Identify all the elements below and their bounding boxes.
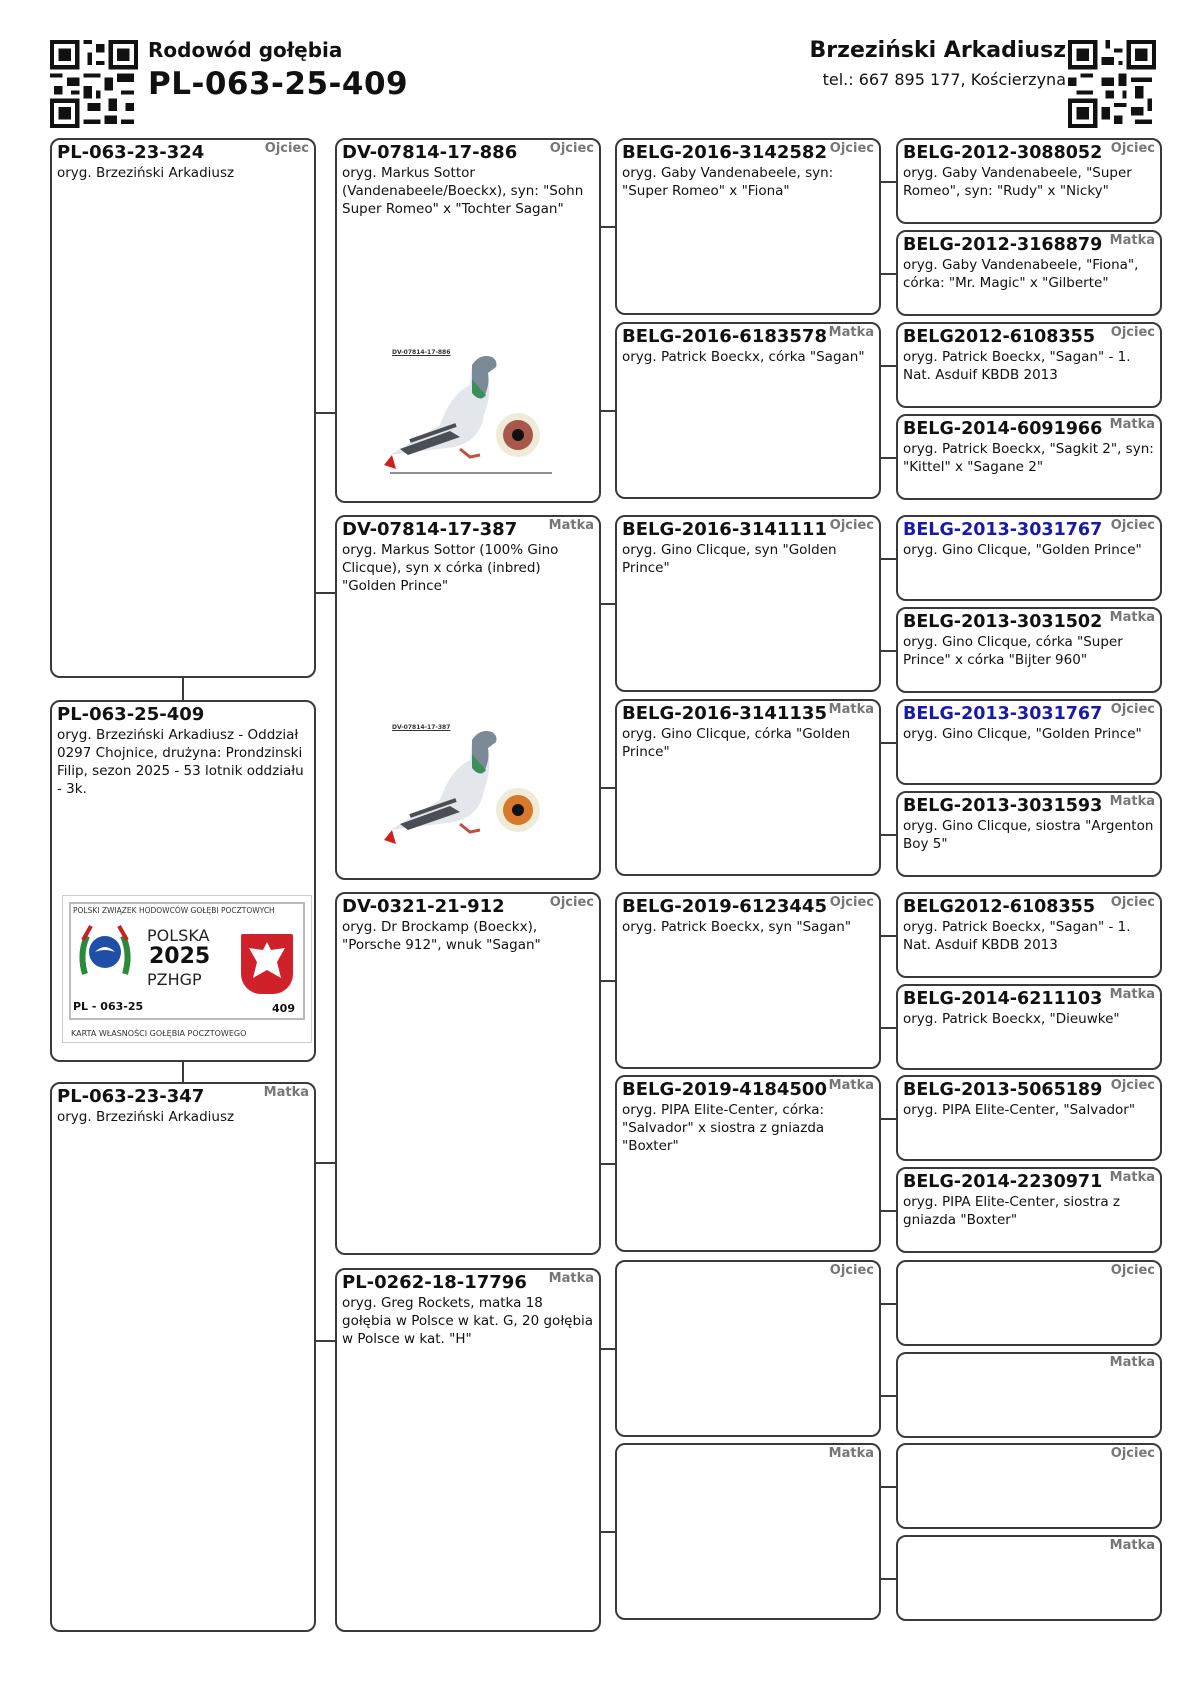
bird-description: oryg. Greg Rockets, matka 18 gołębia w Polsce w kat. G, 20 gołębia w Polsce w kat. "H" bbox=[342, 1295, 594, 1347]
role-label: Ojciec bbox=[829, 518, 874, 533]
pedigree-box-gen4[interactable] bbox=[896, 1260, 1162, 1346]
role-label: Matka bbox=[1109, 1170, 1155, 1185]
ring-number: BELG-2013-3031502 bbox=[903, 612, 1103, 632]
bird-description: oryg. Patrick Boeckx, "Dieuwke" bbox=[903, 1011, 1120, 1027]
pedigree-box-gen3[interactable] bbox=[615, 1075, 881, 1252]
pedigree-box-gen3[interactable] bbox=[615, 1443, 881, 1620]
bird-description: oryg. Patrick Boeckx, córka "Sagan" bbox=[622, 349, 865, 365]
owner-contact: tel.: 667 895 177, Kościerzyna bbox=[822, 70, 1066, 89]
role-label: Matka bbox=[1109, 794, 1155, 809]
connector-line bbox=[881, 650, 896, 652]
pedigree-box-gen2[interactable] bbox=[335, 1268, 601, 1632]
role-label: Ojciec bbox=[549, 895, 594, 910]
connector-line bbox=[601, 787, 615, 789]
ring-number: BELG-2013-3031593 bbox=[903, 796, 1103, 816]
connector-line bbox=[881, 365, 896, 367]
connector-line bbox=[881, 1303, 896, 1305]
bird-description: oryg. Gino Clicque, "Golden Prince" bbox=[903, 542, 1142, 558]
role-label: Ojciec bbox=[1110, 1078, 1155, 1093]
photo-caption: DV-07814-17-886 bbox=[392, 349, 451, 356]
pedigree-box-gen4[interactable] bbox=[896, 1352, 1162, 1438]
pigeon-photo bbox=[380, 345, 560, 485]
connector-line bbox=[601, 980, 615, 982]
connector-line bbox=[881, 1486, 896, 1488]
pedigree-box-gen4[interactable] bbox=[896, 1075, 1162, 1161]
ring-number: PL-063-25-409 bbox=[57, 704, 205, 725]
bird-description: oryg. Gaby Vandenabeele, "Fiona", córka: "Mr. Magic" x "Gilberte" bbox=[903, 257, 1139, 291]
pedigree-box-gen3[interactable] bbox=[615, 699, 881, 876]
ring-number: BELG-2013-5065189 bbox=[903, 1080, 1103, 1100]
role-label: Ojciec bbox=[1110, 141, 1155, 156]
connector-line bbox=[881, 834, 896, 836]
role-label: Ojciec bbox=[1110, 895, 1155, 910]
pedigree-box-gen4[interactable] bbox=[896, 791, 1162, 877]
card-country: POLSKA bbox=[147, 926, 210, 945]
bird-description: oryg. Markus Sottor (100% Gino Clicque), syn x córka (inbred) "Golden Prince" bbox=[342, 542, 559, 594]
pigeon-photo bbox=[380, 720, 560, 860]
pedigree-box-gen3[interactable] bbox=[615, 515, 881, 692]
ring-number: BELG-2016-6183578 bbox=[622, 326, 827, 347]
bird-description: oryg. Gaby Vandenabeele, "Super Romeo", syn: "Rudy" x "Nicky" bbox=[903, 165, 1132, 199]
role-label: Matka bbox=[1109, 233, 1155, 248]
role-label: Ojciec bbox=[1110, 1446, 1155, 1461]
ring-number: PL-0262-18-17796 bbox=[342, 1272, 527, 1293]
bird-description: oryg. Dr Brockamp (Boeckx), "Porsche 912", wnuk "Sagan" bbox=[342, 919, 541, 953]
card-year: 2025 bbox=[149, 944, 211, 969]
bird-description: oryg. PIPA Elite-Center, siostra z gniazda "Boxter" bbox=[903, 1194, 1120, 1228]
bird-description: oryg. Brzeziński Arkadiusz - Oddział 0297 Chojnice, drużyna: Prondzinski Filip, sezon 2025 - 53 lotnik oddziału - 3k. bbox=[57, 727, 304, 797]
connector-line bbox=[316, 592, 335, 594]
pedigree-box-gen4[interactable] bbox=[896, 414, 1162, 500]
connector-line bbox=[881, 457, 896, 459]
role-label: Matka bbox=[1109, 417, 1155, 432]
pzhgp-logo-icon bbox=[77, 922, 133, 982]
role-label: Matka bbox=[1109, 987, 1155, 1002]
pedigree-box-gen3[interactable] bbox=[615, 1260, 881, 1437]
role-label: Ojciec bbox=[829, 895, 874, 910]
role-label: Matka bbox=[548, 518, 594, 533]
role-label: Ojciec bbox=[829, 141, 874, 156]
ring-number: PL-063-23-347 bbox=[57, 1086, 205, 1107]
bird-description: oryg. Gino Clicque, siostra "Argenton Boy 5" bbox=[903, 818, 1154, 852]
bird-description: oryg. Gaby Vandenabeele, syn: "Super Romeo" x "Fiona" bbox=[622, 165, 834, 199]
bird-description: oryg. Gino Clicque, córka "Super Prince" x córka "Bijter 960" bbox=[903, 634, 1123, 668]
role-label: Matka bbox=[828, 1078, 874, 1093]
role-label: Ojciec bbox=[1110, 702, 1155, 717]
pedigree-box-gen3[interactable] bbox=[615, 892, 881, 1069]
pedigree-box-gen4[interactable] bbox=[896, 515, 1162, 601]
ring-number: DV-07814-17-886 bbox=[342, 142, 518, 163]
card-abbr: PZHGP bbox=[147, 970, 202, 989]
connector-line bbox=[601, 1163, 615, 1165]
bird-description: oryg. Brzeziński Arkadiusz bbox=[57, 165, 235, 181]
pedigree-box-gen4[interactable] bbox=[896, 892, 1162, 978]
role-label: Ojciec bbox=[1110, 1263, 1155, 1278]
pedigree-box-gen2[interactable] bbox=[335, 892, 601, 1255]
connector-line bbox=[316, 1340, 335, 1342]
role-label: Ojciec bbox=[829, 1263, 874, 1278]
card-footer: KARTA WŁASNOŚCI GOŁĘBIA POCZTOWEGO bbox=[71, 1029, 247, 1038]
connector-line bbox=[881, 558, 896, 560]
role-label: Ojciec bbox=[1110, 518, 1155, 533]
connector-line bbox=[601, 410, 615, 412]
ring-number: BELG2012-6108355 bbox=[903, 897, 1096, 917]
pedigree-box-gen4[interactable] bbox=[896, 699, 1162, 785]
connector-line bbox=[881, 181, 896, 183]
ring-number: DV-0321-21-912 bbox=[342, 896, 505, 917]
role-label: Matka bbox=[263, 1085, 309, 1100]
photo-caption: DV-07814-17-387 bbox=[392, 724, 451, 731]
pedigree-box-gen3[interactable] bbox=[615, 138, 881, 315]
bird-description: oryg. Patrick Boeckx, "Sagan" - 1. Nat. Asduif KBDB 2013 bbox=[903, 919, 1131, 953]
ring-number: BELG-2014-2230971 bbox=[903, 1172, 1103, 1192]
pedigree-box-dam[interactable] bbox=[50, 1082, 316, 1632]
connector-line bbox=[881, 273, 896, 275]
ring-number: BELG-2013-3031767 bbox=[903, 704, 1103, 724]
role-label: Matka bbox=[828, 702, 874, 717]
pedigree-box-gen3[interactable] bbox=[615, 322, 881, 499]
role-label: Matka bbox=[828, 325, 874, 340]
ownership-card-image bbox=[62, 895, 312, 1043]
role-label: Matka bbox=[548, 1271, 594, 1286]
connector-line bbox=[881, 1395, 896, 1397]
role-label: Matka bbox=[1109, 1355, 1155, 1370]
role-label: Matka bbox=[828, 1446, 874, 1461]
connector-line bbox=[601, 1348, 615, 1350]
connector-line bbox=[881, 1210, 896, 1212]
role-label: Ojciec bbox=[1110, 325, 1155, 340]
pedigree-box-gen4[interactable] bbox=[896, 230, 1162, 316]
pedigree-box-gen4[interactable] bbox=[896, 138, 1162, 224]
bird-description: oryg. Gino Clicque, córka "Golden Prince" bbox=[622, 726, 851, 760]
pedigree-box-gen4[interactable] bbox=[896, 1443, 1162, 1529]
polish-eagle-icon bbox=[241, 934, 293, 994]
owner-name: Brzeziński Arkadiusz bbox=[809, 38, 1066, 63]
ring-number: BELG-2014-6091966 bbox=[903, 419, 1103, 439]
bird-description: oryg. Gino Clicque, syn "Golden Prince" bbox=[622, 542, 837, 576]
ring-number: BELG2012-6108355 bbox=[903, 327, 1096, 347]
pedigree-box-gen4[interactable] bbox=[896, 1535, 1162, 1621]
pedigree-box-sire[interactable] bbox=[50, 138, 316, 678]
ring-number: BELG-2012-3168879 bbox=[903, 235, 1103, 255]
connector-line bbox=[881, 742, 896, 744]
pedigree-box-gen4[interactable] bbox=[896, 322, 1162, 408]
ring-number: BELG-2014-6211103 bbox=[903, 989, 1103, 1009]
connector-line bbox=[182, 1062, 184, 1082]
card-ring-prefix: PL - 063-25 bbox=[73, 1000, 144, 1013]
bird-description: oryg. Brzeziński Arkadiusz bbox=[57, 1109, 235, 1125]
ring-number: BELG-2013-3031767 bbox=[903, 520, 1103, 540]
ring-number: BELG-2012-3088052 bbox=[903, 143, 1103, 163]
ring-number: PL-063-23-324 bbox=[57, 142, 205, 163]
bird-description: oryg. Markus Sottor (Vandenabeele/Boeckx), syn: "Sohn Super Romeo" x "Tochter Sagan" bbox=[342, 165, 584, 217]
pedigree-box-gen4[interactable] bbox=[896, 984, 1162, 1070]
bird-description: oryg. Gino Clicque, "Golden Prince" bbox=[903, 726, 1142, 742]
connector-line bbox=[601, 603, 615, 605]
ring-number: BELG-2019-4184500 bbox=[622, 1079, 827, 1100]
connector-line bbox=[881, 935, 896, 937]
connector-line bbox=[316, 1162, 335, 1164]
ring-number: BELG-2016-3142582 bbox=[622, 142, 827, 163]
connector-line bbox=[881, 1027, 896, 1029]
bird-description: oryg. Patrick Boeckx, "Sagan" - 1. Nat. Asduif KBDB 2013 bbox=[903, 349, 1131, 383]
bird-description: oryg. Patrick Boeckx, "Sagkit 2", syn: "Kittel" x "Sagane 2" bbox=[903, 441, 1154, 475]
document-title: Rodowód gołębia bbox=[148, 38, 343, 62]
role-label: Matka bbox=[1109, 610, 1155, 625]
connector-line bbox=[182, 678, 184, 700]
pedigree-box-gen4[interactable] bbox=[896, 607, 1162, 693]
connector-line bbox=[881, 1578, 896, 1580]
role-label: Ojciec bbox=[264, 141, 309, 156]
card-ring-number: 409 bbox=[272, 1002, 295, 1015]
pedigree-box-gen4[interactable] bbox=[896, 1167, 1162, 1253]
subject-ring-number: PL-063-25-409 bbox=[148, 66, 409, 102]
connector-line bbox=[881, 1118, 896, 1120]
ring-number: BELG-2019-6123445 bbox=[622, 896, 827, 917]
qr-code-icon bbox=[1068, 40, 1156, 128]
qr-code-icon bbox=[50, 40, 138, 128]
bird-description: oryg. PIPA Elite-Center, córka: "Salvador" x siostra z gniazda "Boxter" bbox=[622, 1102, 825, 1154]
role-label: Matka bbox=[1109, 1538, 1155, 1553]
connector-line bbox=[601, 226, 615, 228]
card-org: POLSKI ZWIĄZEK HODOWCÓW GOŁĘBI POCZTOWYCH bbox=[73, 906, 275, 915]
role-label: Ojciec bbox=[549, 141, 594, 156]
bird-description: oryg. PIPA Elite-Center, "Salvador" bbox=[903, 1102, 1136, 1118]
ring-number: DV-07814-17-387 bbox=[342, 519, 518, 540]
bird-description: oryg. Patrick Boeckx, syn "Sagan" bbox=[622, 919, 852, 935]
ring-number: BELG-2016-3141135 bbox=[622, 703, 827, 724]
connector-line bbox=[316, 412, 335, 414]
ring-number: BELG-2016-3141111 bbox=[622, 519, 827, 540]
connector-line bbox=[601, 1531, 615, 1533]
